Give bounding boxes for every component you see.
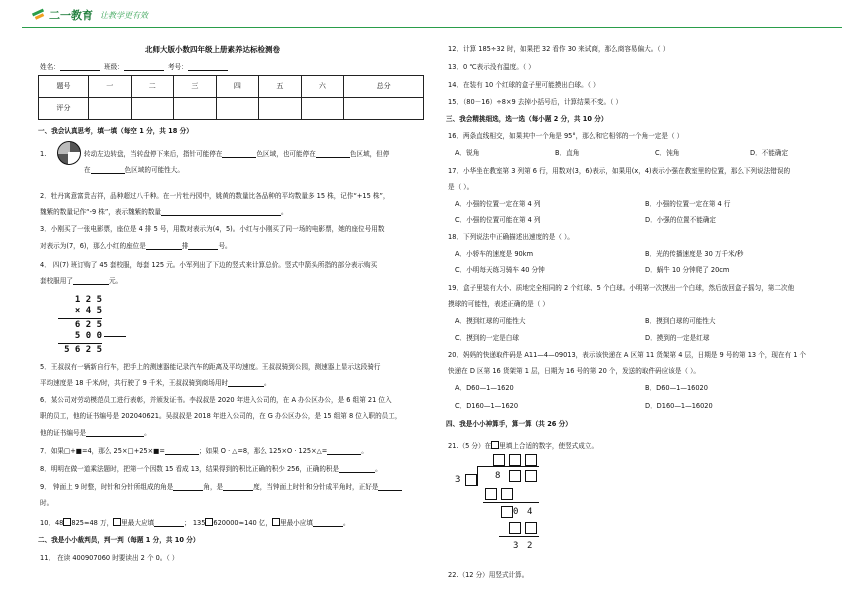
- site-logo: [32, 9, 93, 21]
- section-1-heading: 一、我会认真思考，填一填（每空 1 分，共 18 分）: [38, 127, 193, 135]
- q19-option-d: D．摸到的一定是红球: [645, 334, 710, 342]
- q16-option-d: D．不能确定: [750, 149, 789, 157]
- question-8: 8．明明在做一道乘法题时，把第一个因数 15 看成 13，结果得到的积比正确的积少 256，正确的积是 。: [40, 465, 382, 473]
- remainder-digit: 4: [527, 507, 533, 517]
- digit-box: [509, 454, 521, 466]
- question-9-line-2: 时。: [40, 499, 54, 507]
- spinner-wheel-image: [57, 141, 81, 165]
- arrow-icon: [104, 336, 126, 337]
- division-bar: [477, 466, 539, 467]
- digit-box: [509, 522, 521, 534]
- digit-box: [501, 506, 513, 518]
- question-19: 19．盒子里装有大小、质地完全相同的 2 个红球、5 个白球。小明第一次摸出一个白球，然后放回盒子摇匀，第二次他: [448, 284, 795, 292]
- q18-option-c: C．小明每天练习骑车 40 分钟: [455, 266, 545, 274]
- question-22: 22.（12 分）用竖式计算。: [448, 571, 529, 579]
- question-4: 4． 四(7) 班订购了 45 套校服，每套 125 元。小军列出了下边的竖式来计算总价。竖式中箭头所指的部分表示购买: [40, 261, 378, 269]
- q16-option-a: A．锐角: [455, 149, 480, 157]
- digit-box: [509, 470, 521, 482]
- question-4-line-2: 套校服用了 元。: [40, 277, 123, 285]
- remainder-digit: 0: [513, 507, 519, 517]
- final-digit: 3: [513, 541, 519, 551]
- q17-option-c: C．小强的位置可能在第 4 列: [455, 216, 541, 224]
- question-14: 14．在装有 10 个红球的盒子里可能摸出白球。（ ）: [448, 81, 600, 89]
- question-17: 17．小华坐在教室第 3 列第 6 行，用数对(3，6)表示，如果用(x，4)表示小强在教室里的位置，那么下列说法错误的: [448, 167, 791, 175]
- score-header-row: 题号 一 二 三 四 五 六 总分: [39, 76, 424, 98]
- question-2: 2．牡丹寓意富贵吉祥，品种超过八千种。在一片牡丹园中，姚黄的数量比各品种的平均数量多 15 株，记作“+15 株”，: [40, 192, 390, 200]
- student-info: 姓名： 班级： 考号：: [40, 64, 228, 71]
- question-6: 6．某公司对劳动模范员工进行表彰，并颁发证书。李叔叔是 2020 年进入公司的，在 A 办公区办公，是 6 组第 21 位入: [40, 396, 392, 404]
- question-13: 13．0 ℃表示没有温度。（ ）: [448, 63, 535, 71]
- section-3-heading: 三、我会精挑细选，选一选（每小题 2 分，共 10 分）: [446, 115, 608, 123]
- question-20-line-2: 快递在 D 区第 16 货架第 1 层，日期为 16 号的第 20 个，发送的取件码应该是（ ）。: [448, 367, 701, 375]
- question-6-line-2: 职的员工，他的证书编号是 202040621。吴叔叔是 2018 年进入公司的，在 G 办公区办公，是 15 组第 8 位入职的员工，: [40, 412, 402, 420]
- q17-option-a: A．小强的位置一定在第 4 列: [455, 200, 541, 208]
- section-2-heading: 二、我是小小裁判员，判一判（每题 1 分，共 10 分）: [38, 536, 200, 544]
- q16-option-c: C．钝角: [655, 149, 680, 157]
- q18-option-a: A．小轿车的速度是 90km: [455, 250, 533, 258]
- long-division-puzzle: [455, 462, 545, 562]
- divisor: 3: [455, 475, 461, 485]
- header-rule: [22, 27, 842, 28]
- q20-option-b: B．D60—1—16020: [645, 384, 708, 392]
- question-17-line-2: 是（ ）。: [448, 183, 474, 191]
- question-10: 10．48 825≈48 万， 里最大应填 ； 135 620000≈140 亿， 里最小应填 。: [40, 519, 350, 527]
- question-3-line-2: 对表示为(7，6)，那么小红的座位是 排 号。: [40, 242, 232, 250]
- q20-option-d: D．D160—1—16020: [645, 402, 713, 410]
- q16-option-b: B．直角: [555, 149, 580, 157]
- rule-line: [483, 502, 539, 503]
- question-3: 3．小刚买了一张电影票，座位是 4 排 5 号，用数对表示为(4，5)。小红与小刚买了同一场的电影票，她的座位号用数: [40, 225, 385, 233]
- digit-box: [525, 470, 537, 482]
- multiplication-vertical: 1 2 5 × 4 5 6 2 5 5 0 0 5 6 2 5: [58, 295, 102, 356]
- question-5-line-2: 平均速度是 18 千米/时，共行驶了 9 千米，王叔叔骑到商场用时 。: [40, 379, 271, 387]
- question-7: 7．如果□+■=4，那么 25×□+25×■= ；如果 O · △=8，那么 125×O · 125×△= 。: [40, 447, 368, 455]
- question-1: 1.: [40, 150, 47, 158]
- question-20: 20．妈妈的快递取件码是 A11—4—09013，表示该快递在 A 区第 11 货架第 4 层，日期是 9 号的第 13 个，现在有 1 个: [448, 351, 807, 359]
- question-19-line-2: 摸球的可能性，表述正确的是（ ）: [448, 300, 550, 308]
- question-1-text-2: 在 色区域的可能性大。: [84, 166, 184, 174]
- q19-option-c: C．摸到的一定是白球: [455, 334, 519, 342]
- digit-box: [501, 488, 513, 500]
- q19-option-b: B．摸到白球的可能性大: [645, 317, 716, 325]
- section-4-heading: 四、我是小小神算手，算一算（共 26 分）: [446, 420, 572, 428]
- logo-text: 二一教育: [49, 8, 93, 22]
- score-value-row: 评分: [39, 98, 424, 120]
- q17-option-b: B．小强的位置一定在第 4 行: [645, 200, 731, 208]
- digit-box: [465, 474, 477, 486]
- arrow-row: 5 0 0: [58, 331, 102, 342]
- question-21: 21.（5 分）在 里填上合适的数字，使竖式成立。: [448, 442, 599, 450]
- q20-option-a: A．D60—1—1620: [455, 384, 514, 392]
- question-9: 9． 钟面上 9 时整，时针和分针所组成的角是 角，是 度，当钟面上时针和分针成平角时，正好是: [40, 484, 402, 491]
- final-digit: 2: [527, 541, 533, 551]
- dividend-digit: 8: [495, 471, 501, 481]
- division-bracket: [477, 466, 478, 486]
- digit-box: [525, 454, 537, 466]
- digit-box: [525, 522, 537, 534]
- score-table: [38, 75, 424, 120]
- logo-icon: [32, 9, 46, 21]
- q20-option-c: C．D160—1—1620: [455, 402, 519, 410]
- rule-line: [499, 536, 539, 537]
- page-title: 北师大版小数四年级上册素养达标检测卷: [145, 45, 280, 54]
- question-15: 15．（80－16）÷8×9 去掉小括号后，计算结果不变。（ ）: [448, 98, 623, 106]
- digit-box: [493, 454, 505, 466]
- q19-option-a: A．摸到红球的可能性大: [455, 317, 526, 325]
- q18-option-d: D．蜗牛 10 分钟爬了 20cm: [645, 266, 730, 274]
- q17-option-d: D．小强的位置不能确定: [645, 216, 717, 224]
- page-header: [0, 0, 860, 30]
- q18-option-b: B．光的传播速度是 30 万千米/秒: [645, 250, 744, 258]
- question-11: 11． 在读 400907060 时要读出 2 个 0。（ ）: [40, 554, 179, 562]
- question-1-text: 转动左边转盘，当转盘停下来后，指针可能停在 色区域，也可能停在 色区域，但停: [84, 150, 390, 158]
- question-18: 18．下列说法中正确描述出速度的是（ ）。: [448, 233, 574, 241]
- slogan: 让教学更有效: [100, 11, 148, 20]
- question-2-line-2: 魏紫的数量记作“-9 株”，表示魏紫的数量 。: [40, 208, 288, 216]
- question-16: 16．两条直线相交，如果其中一个角是 95°，那么和它相邻的一个角一定是（ ）: [448, 132, 684, 140]
- question-6-line-3: 他的证书编号是 。: [40, 429, 151, 437]
- question-5: 5．王叔叔有一辆新自行车，把手上的测速器能记录汽车的距离及平均速度。王叔叔骑到公园，测速器上显示这段骑行: [40, 363, 381, 371]
- question-12: 12．计算 185÷32 时，如果把 32 看作 30 来试商，那么商容易偏大。（ ）: [448, 45, 670, 53]
- digit-box: [485, 488, 497, 500]
